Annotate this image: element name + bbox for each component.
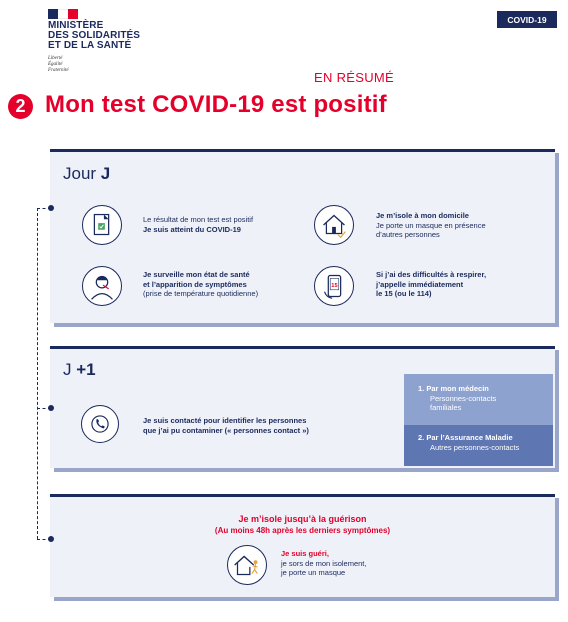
home-isolation-text: Je m’isole à mon domicile Je porte un masque en présence d’autres personnes: [376, 211, 486, 239]
republic-motto: Liberté Égalité Fraternité: [48, 56, 69, 73]
home-isolation-icon: [314, 205, 354, 245]
recovery-heading: Je m’isole jusqu’à la guérison (Au moins 48h après les derniers symptômes): [214, 514, 391, 535]
health-monitoring-text: Je surveille mon état de santé et l’apparition de symptômes (prise de température quotidienne): [143, 270, 259, 298]
recovery-text: Je suis guéri, je sors de mon isolement, je porte un masque: [281, 549, 367, 577]
republic-flag-logo: [48, 9, 78, 19]
phone-15-icon: [314, 266, 354, 306]
emergency-call-text: Si j’ai des difficultés à respirer, j’appelle immédiatement le 15 (ou le 114): [376, 270, 487, 298]
covid-badge: COVID-19: [497, 11, 557, 28]
recovery-card: [50, 494, 555, 597]
contact-tracing-text: Je suis contacté pour identifier les personnes que j’ai pu contaminer (« personnes contact »): [143, 416, 309, 435]
timeline-dot: [48, 536, 54, 542]
step-number: 2: [8, 94, 33, 119]
page-title: Mon test COVID-19 est positif: [45, 91, 387, 118]
ministry-name: MINISTÈRE DES SOLIDARITÉS ET DE LA SANTÉ: [48, 20, 141, 51]
phone-call-icon: [81, 405, 119, 443]
contact-panel-doctor: 1. Par mon médecin Personnes-contacts familiales: [404, 374, 553, 425]
contact-panel-insurance: 2. Par l’Assurance Maladie Autres personnes-contacts: [404, 425, 553, 466]
timeline-dot: [48, 205, 54, 211]
test-result-icon: [82, 205, 122, 245]
timeline-line: [37, 208, 38, 539]
test-result-text: Le résultat de mon test est positif Je suis atteint du COVID-19: [143, 215, 254, 234]
leaving-home-icon: [227, 545, 267, 585]
thermometer-person-icon: [82, 266, 122, 306]
svg-text:15: 15: [331, 282, 338, 289]
day-j-plus-1-heading: J +1: [63, 360, 96, 379]
section-label: EN RÉSUMÉ: [314, 70, 394, 85]
timeline-dot: [48, 405, 54, 411]
day-j-heading: Jour J: [63, 164, 111, 183]
